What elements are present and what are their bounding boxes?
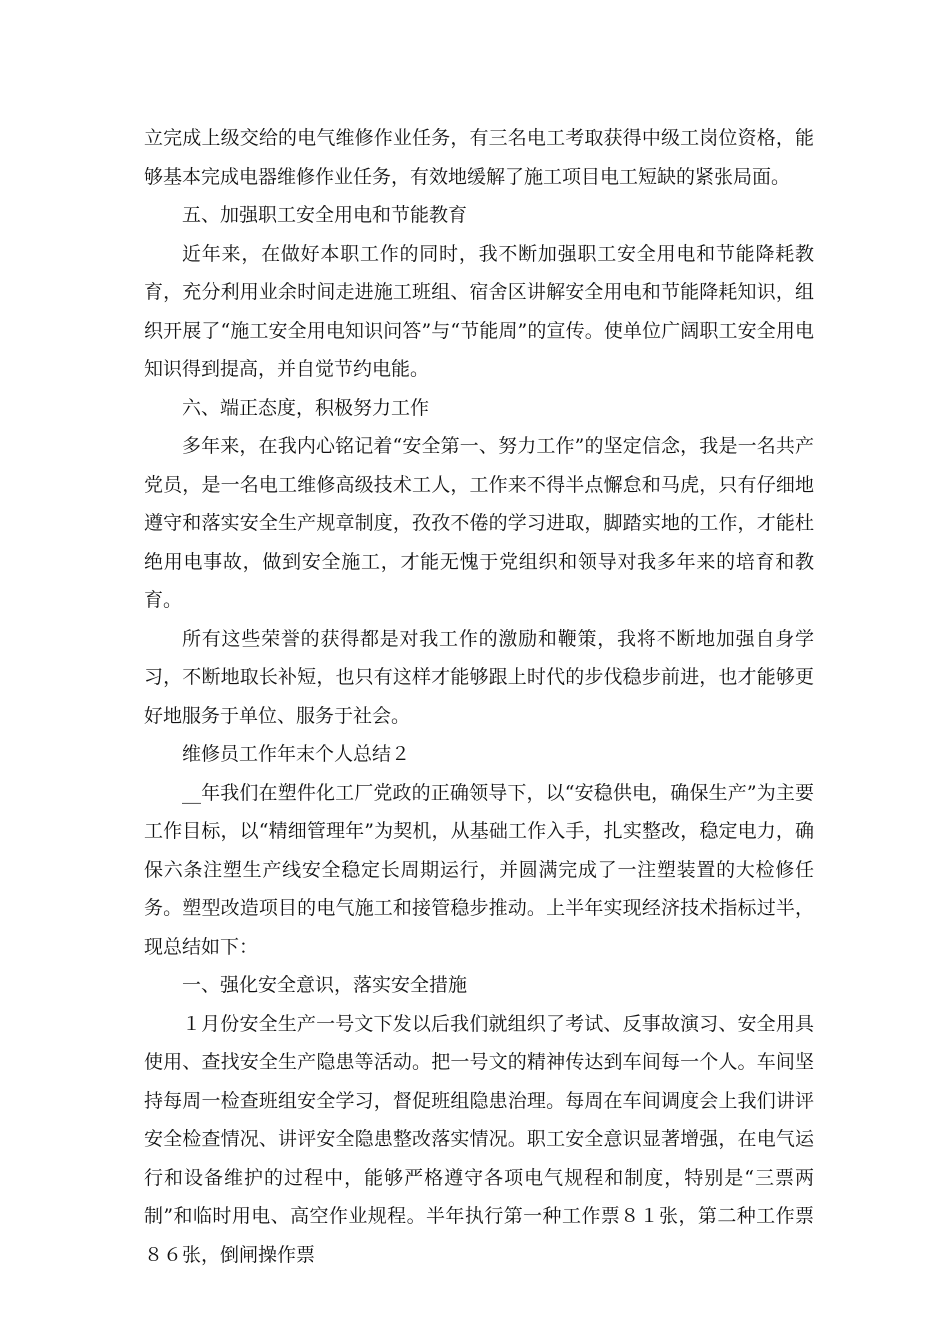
- paragraph-intro-continuation: 立完成上级交给的电气维修作业任务，有三名电工考取获得中级工岗位资格，能够基本完成电器维修作业任务，有效地缓解了施工项目电工短缺的紧张局面。: [144, 127, 814, 188]
- section-heading-six: 六、端正态度，积极努力工作: [182, 396, 430, 419]
- paragraph-safety-measures: １月份安全生产一号文下发以后我们就组织了考试、反事故演习、安全用具使用、查找安全生产隐患等活动。把一号文的精神传达到车间每一个人。车间坚持每周一检查班组安全学习，督促班组隐患治理。每周在车间调度会上我们讲评安全检查情况、讲评安全隐患整改落实情况。职工安全意识显著增强，在电气运行和设备维护的过程中，能够严格遵守各项电气规程和制度，特别是“三票两制”和临时用电、高空作业规程。半年执行第一种工作票８１张，第二种工作票８６张，倒闸操作票: [144, 1012, 814, 1266]
- paragraph-honors: 所有这些荣誉的获得都是对我工作的激励和鞭策，我将不断地加强自身学习，不断地取长补短，也只有这样才能够跟上时代的步伐稳步前进，也才能够更好地服务于单位、服务于社会。: [144, 627, 814, 727]
- paragraph-summary-intro: __年我们在塑件化工厂党政的正确领导下，以“安稳供电，确保生产”为主要工作目标，以“精细管理年”为契机，从基础工作入手，扎实整改，稳定电力，确保六条注塑生产线安全稳定长周期运行，并圆满完成了一注塑装置的大检修任务。塑型改造项目的电气施工和接管稳步推动。上半年实现经济技术指标过半，现总结如下：: [144, 781, 814, 958]
- document-body: [144, 119, 814, 1274]
- summary-title-2: 维修员工作年末个人总结２: [182, 743, 411, 765]
- paragraph-energy-education: 近年来，在做好本职工作的同时，我不断加强职工安全用电和节能降耗教育，充分利用业余时间走进施工班组、宿舍区讲解安全用电和节能降耗知识，组织开展了“施工安全用电知识问答”与“节能周”的宣传。使单位广阔职工安全用电知识得到提高，并自觉节约电能。: [144, 242, 814, 380]
- section-heading-five: 五、加强职工安全用电和节能教育: [182, 204, 468, 226]
- paragraph-work-attitude: 多年来，在我内心铭记着“安全第一、努力工作”的坚定信念，我是一名共产党员，是一名电工维修高级技术工人，工作来不得半点懈怠和马虎，只有仔细地遵守和落实安全生产规章制度，孜孜不倦的学习进取，脚踏实地的工作，才能杜绝用电事故，做到安全施工，才能无愧于党组织和领导对我多年来的培育和教育。: [144, 435, 814, 611]
- section-heading-one: 一、强化安全意识，落实安全措施: [182, 974, 468, 996]
